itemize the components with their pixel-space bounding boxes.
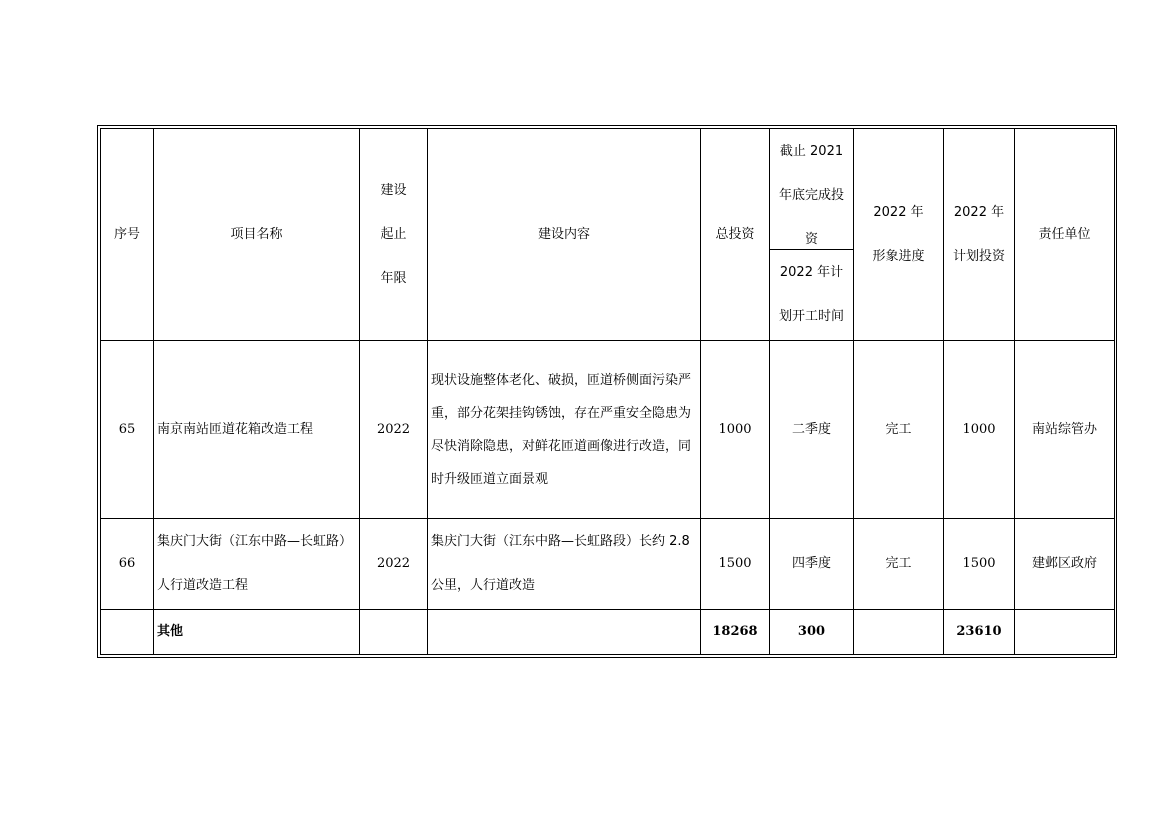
summary-index bbox=[101, 610, 154, 655]
row-index: 66 bbox=[101, 519, 154, 610]
row-content: 集庆门大街（江东中路—长虹路段）长约 2.8 公里，人行道改造 bbox=[428, 519, 701, 610]
row-period: 2022 bbox=[360, 519, 428, 610]
row-name: 南京南站匝道花箱改造工程 bbox=[154, 341, 360, 519]
row-progress: 完工 bbox=[854, 341, 944, 519]
summary-plan: 23610 bbox=[944, 610, 1015, 655]
summary-row bbox=[101, 610, 1115, 655]
header-row-top bbox=[101, 129, 1115, 250]
row-index: 65 bbox=[101, 341, 154, 519]
header-plan: 2022 年 计划投资 bbox=[944, 129, 1015, 341]
summary-unit bbox=[1015, 610, 1115, 655]
project-table-frame bbox=[97, 125, 1117, 658]
row-plan: 1000 bbox=[944, 341, 1015, 519]
summary-content bbox=[428, 610, 701, 655]
summary-period bbox=[360, 610, 428, 655]
row-period: 2022 bbox=[360, 341, 428, 519]
header-total: 总投资 bbox=[701, 129, 770, 341]
summary-done: 300 bbox=[770, 610, 854, 655]
row-name: 集庆门大街（江东中路—长虹路）人行道改造工程 bbox=[154, 519, 360, 610]
row-content: 现状设施整体老化、破损，匝道桥侧面污染严重，部分花架挂钩锈蚀，存在严重安全隐患为尽快消除隐患，对鲜花匝道画像进行改造，同时升级匝道立面景观 bbox=[428, 341, 701, 519]
row-total: 1500 bbox=[701, 519, 770, 610]
header-progress: 2022 年 形象进度 bbox=[854, 129, 944, 341]
row-total: 1000 bbox=[701, 341, 770, 519]
header-start-2022: 2022 年计 划开工时间 bbox=[770, 250, 854, 341]
header-content: 建设内容 bbox=[428, 129, 701, 341]
header-name: 项目名称 bbox=[154, 129, 360, 341]
header-done-2021: 截止 2021 年底完成投 资 bbox=[770, 129, 854, 250]
header-index: 序号 bbox=[101, 129, 154, 341]
project-table bbox=[100, 128, 1115, 655]
summary-total: 18268 bbox=[701, 610, 770, 655]
table-row bbox=[101, 341, 1115, 519]
row-start: 二季度 bbox=[770, 341, 854, 519]
row-plan: 1500 bbox=[944, 519, 1015, 610]
row-start: 四季度 bbox=[770, 519, 854, 610]
table-row bbox=[101, 519, 1115, 610]
summary-progress bbox=[854, 610, 944, 655]
header-unit: 责任单位 bbox=[1015, 129, 1115, 341]
row-unit: 建邺区政府 bbox=[1015, 519, 1115, 610]
row-progress: 完工 bbox=[854, 519, 944, 610]
header-period: 建设 起止 年限 bbox=[360, 129, 428, 341]
row-unit: 南站综管办 bbox=[1015, 341, 1115, 519]
summary-label: 其他 bbox=[154, 610, 360, 655]
